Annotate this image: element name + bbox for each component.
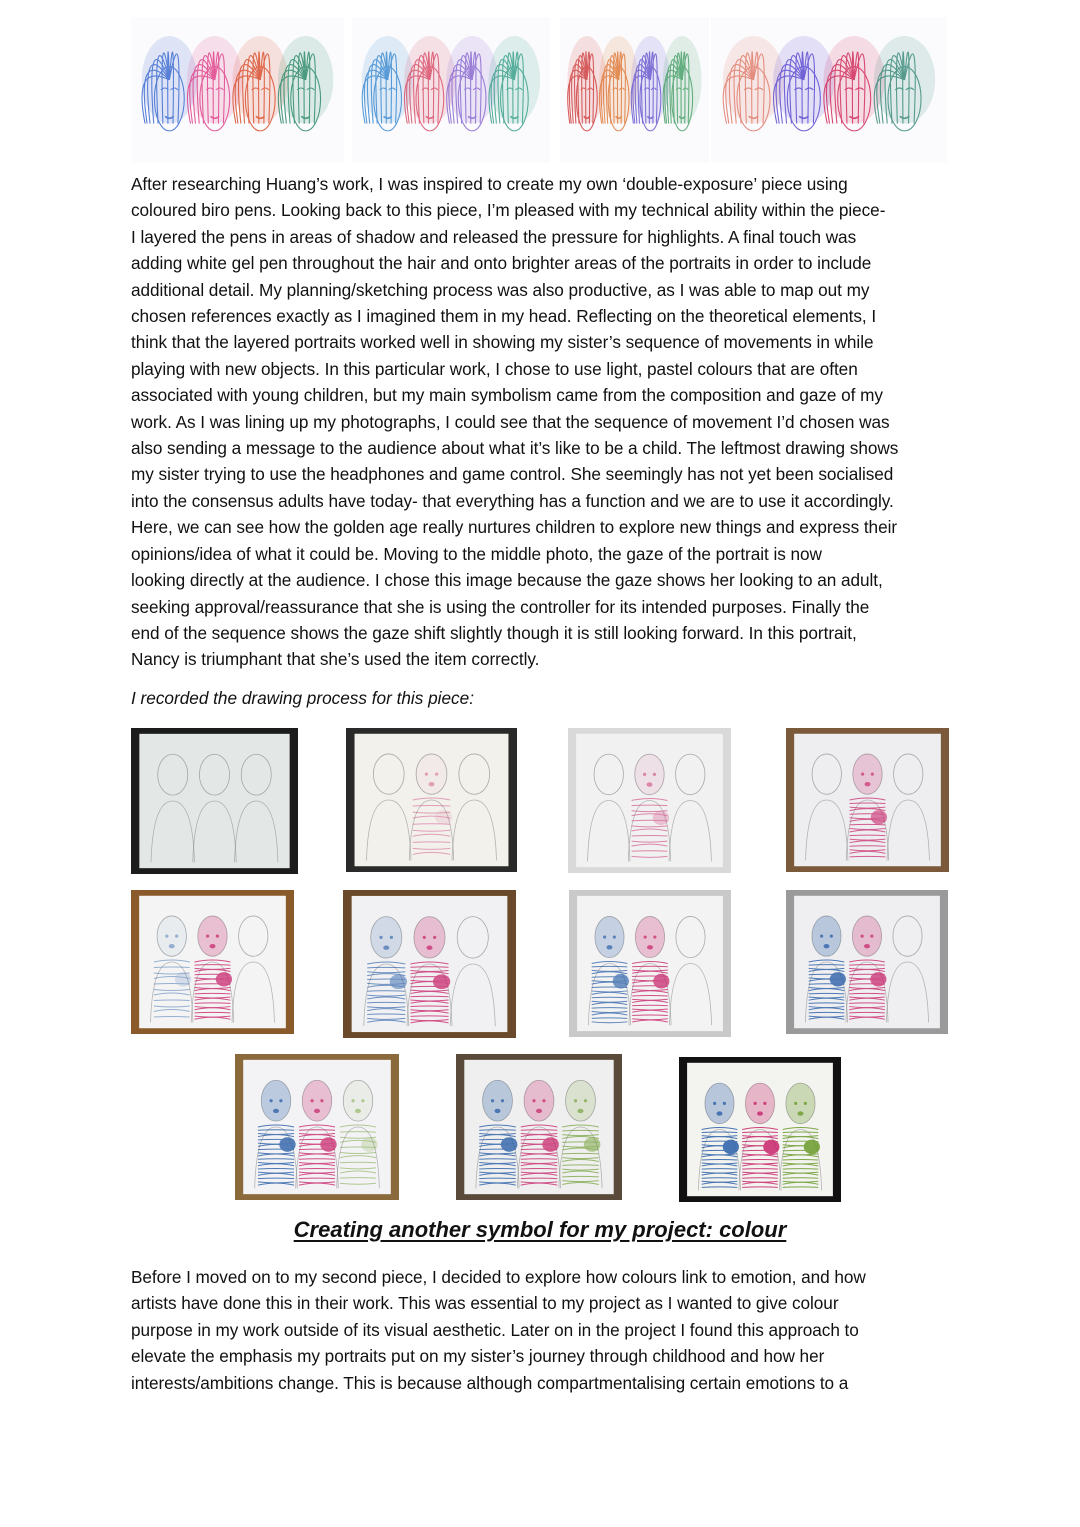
text-line: Before I moved on to my second piece, I decided to explore how colours link to emotion, and how	[131, 1267, 866, 1287]
section-heading: Creating another symbol for my project: colour	[293, 1217, 787, 1242]
text-line: opinions/idea of what it could be. Moving to the middle photo, the gaze of the portrait is now	[131, 543, 822, 564]
text-line: chosen references exactly as I imagined them in my head. Reflecting on the theoretical elements, I	[131, 306, 877, 327]
body-paragraph-colour-emotion	[131, 1264, 961, 1396]
text-line: elevate the emphasis my portraits put on my sister’s journey through childhood and how her	[131, 1346, 825, 1367]
text-line: After researching Huang’s work, I was inspired to create my own ‘double-exposure’ piece using	[131, 174, 848, 194]
text-line: artists have done this in their work. This was essential to my project as I wanted to give colour	[131, 1293, 839, 1314]
text-line: I layered the pens in areas of shadow and released the pressure for highlights. A final touch was	[131, 226, 857, 247]
process-photo	[343, 890, 516, 1038]
text-line: think that the layered portraits worked well in showing my sister’s sequence of movements in while	[131, 332, 874, 353]
text-line: seeking approval/reassurance that she is using the controller for its intended purposes. Finally the	[131, 596, 870, 617]
text-line: looking directly at the audience. I chose this image because the gaze shows her looking to an adult,	[131, 570, 883, 591]
text-line: coloured biro pens. Looking back to this piece, I’m pleased with my technical ability within the piece-	[131, 200, 886, 221]
process-photo	[131, 890, 294, 1034]
reference-artwork-3	[560, 17, 709, 163]
reference-artwork-4	[711, 17, 947, 163]
text-line: purpose in my work outside of its visual aesthetic. Later on in the project I found this approach to	[131, 1319, 859, 1340]
text-line: interests/ambitions change. This is because although compartmentalising certain emotions to a	[131, 1372, 849, 1393]
text-line: end of the sequence shows the gaze shift slightly though it is still looking forward. In this portrait,	[131, 622, 857, 643]
text-line: my sister trying to use the headphones and game control. She seemingly has not yet been socialised	[131, 464, 894, 485]
process-photo	[131, 728, 298, 874]
process-photo	[786, 890, 948, 1034]
text-line: also sending a message to the audience about what it’s like to be a child. The leftmost drawing shows	[131, 438, 899, 459]
body-paragraph-huang-response	[131, 171, 961, 673]
process-photo	[569, 890, 731, 1037]
process-photo	[679, 1057, 841, 1202]
text-line: adding white gel pen throughout the hair and onto brighter areas of the portraits in order to include	[131, 253, 872, 274]
process-caption: I recorded the drawing process for this piece:	[131, 688, 474, 708]
text-line: Here, we can see how the golden age really nurtures children to explore new things and express their	[131, 517, 898, 538]
text-line: work. As I was lining up my photographs, I could see that the sequence of movement I’d chosen was	[131, 411, 890, 432]
process-photo	[346, 728, 517, 872]
process-photo	[568, 728, 731, 873]
text-line: additional detail. My planning/sketching process was also productive, as I was able to map out my	[131, 279, 870, 300]
process-photo	[786, 728, 949, 872]
text-line: associated with young children, but my main symbolism came from the composition and gaze of my	[131, 385, 883, 406]
text-line: playing with new objects. In this particular work, I chose to use light, pastel colours that are often	[131, 358, 858, 379]
text-line: Nancy is triumphant that she’s used the item correctly.	[131, 649, 540, 670]
text-line: into the consensus adults have today- that everything has a function and we are to use it accordingly.	[131, 490, 894, 511]
process-photo	[235, 1054, 399, 1200]
reference-artwork-1	[131, 17, 344, 163]
process-photo	[456, 1054, 622, 1200]
reference-artwork-2	[352, 17, 550, 163]
